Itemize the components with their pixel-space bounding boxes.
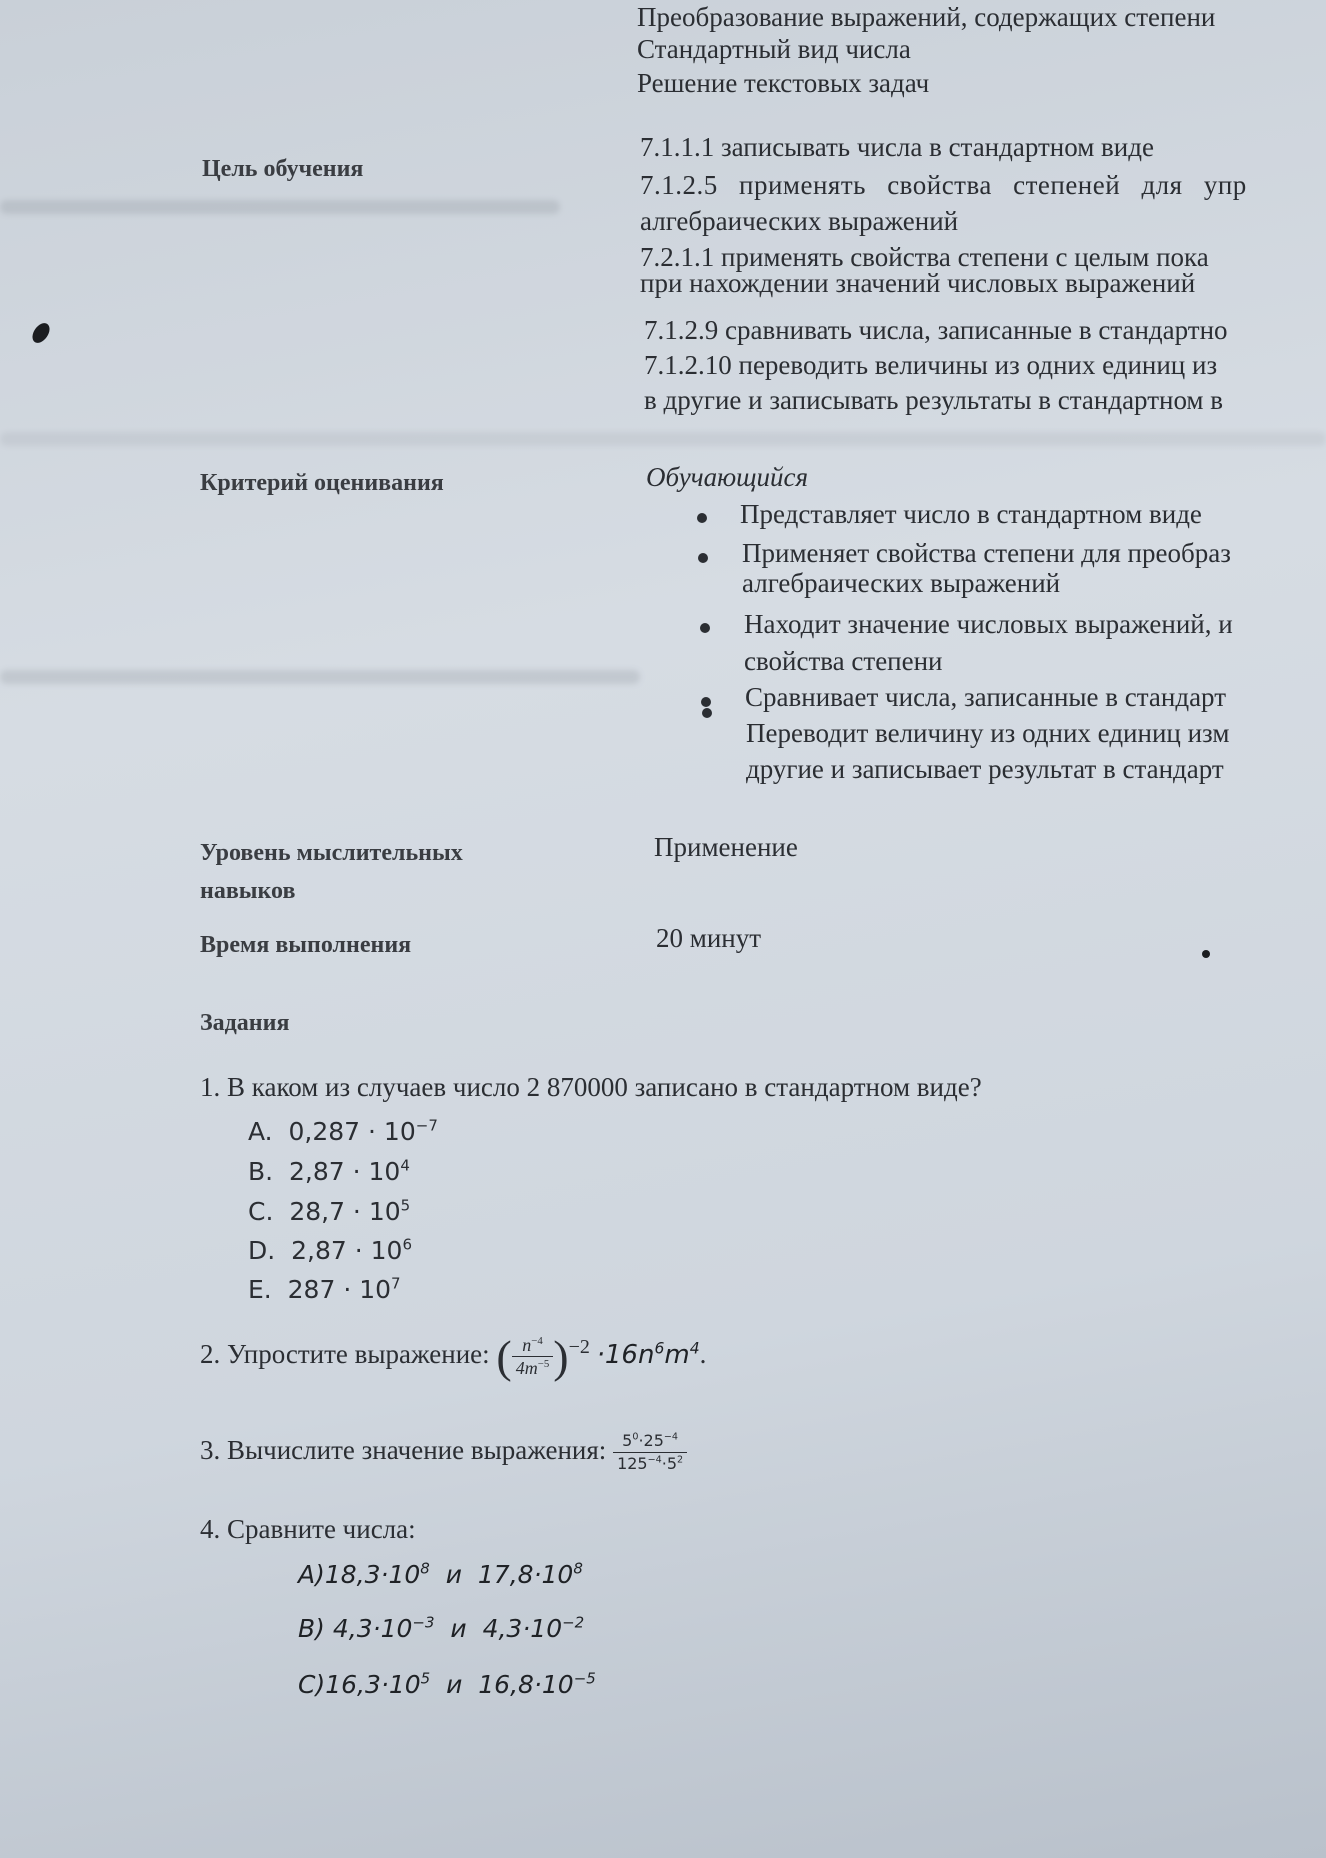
task3-fraction: [613, 1430, 687, 1475]
task3: [200, 1420, 687, 1480]
assessment-intro: Обучающийся: [646, 462, 809, 492]
option-letter: E.: [248, 1275, 272, 1304]
header-line-2: Стандартный вид числа: [637, 34, 911, 64]
factor-exponent: 6: [654, 1339, 665, 1358]
option-exponent: 7: [391, 1274, 401, 1293]
task2-suffix: .: [699, 1339, 707, 1369]
fraction-denominator: 4m: [515, 1358, 538, 1379]
option-value: 0,287 · 10: [288, 1117, 416, 1146]
numerator-exponent: 0: [632, 1431, 639, 1443]
goal-line-8: в другие и записывать результаты в стандартном в: [644, 385, 1224, 415]
assessment-label: Критерий оценивания: [200, 470, 444, 496]
option-exponent: 4: [400, 1156, 410, 1175]
fraction-numerator-part: ·25: [638, 1431, 664, 1451]
task2: [200, 1324, 706, 1387]
header-line-3: Решение текстовых задач: [637, 68, 930, 98]
compare-left: 4,3·10: [332, 1614, 413, 1643]
ink-spot: [29, 320, 53, 346]
criterion-3-cont: свойства степени: [744, 646, 943, 676]
duration-value: 20 минут: [656, 923, 762, 953]
open-paren: (: [496, 1330, 512, 1382]
paper-smudge: [0, 432, 1326, 446]
task2-prefix: 2. Упростите выражение:: [200, 1339, 490, 1369]
goal-line-1: 7.1.1.1 записывать числа в стандартном виде: [640, 132, 1154, 162]
thinking-level-label-cont: навыков: [200, 878, 296, 904]
criterion-2-cont: алгебраических выражений: [742, 568, 1061, 598]
goal-line-3: алгебраических выражений: [640, 206, 959, 236]
header-line-1: Преобразование выражений, содержащих степени: [637, 2, 1216, 32]
compare-right-exponent: 8: [573, 1559, 583, 1578]
criterion-5-cont: другие и записывает результат в стандарт: [746, 754, 1224, 784]
denominator-exponent: 2: [677, 1454, 684, 1466]
option-value: 28,7 · 10: [289, 1197, 401, 1226]
option-exponent: 6: [402, 1235, 412, 1254]
criterion-5: Переводит величину из одних единиц изм: [746, 718, 1230, 748]
compare-right: 17,8·10: [477, 1560, 574, 1589]
denominator-exponent: −5: [537, 1358, 550, 1371]
paper-smudge: [0, 200, 560, 214]
option-letter: A.: [248, 1117, 273, 1146]
conjunction: и: [450, 1614, 467, 1643]
conjunction: и: [446, 1670, 463, 1699]
factor-exponent: 4: [689, 1339, 700, 1358]
task4-row-a: [298, 1558, 583, 1592]
bullet-icon: [698, 553, 708, 563]
row-letter: A): [298, 1560, 325, 1589]
option-value: 287 · 10: [287, 1275, 392, 1304]
task1-option-d: [248, 1234, 412, 1268]
option-letter: C.: [248, 1197, 274, 1226]
bullet-icon: [700, 623, 710, 633]
criterion-2: Применяет свойства степени для преобраз: [742, 538, 1231, 568]
task1-option-e: [248, 1273, 401, 1307]
compare-right-exponent: −2: [562, 1613, 585, 1632]
goal-line-5: при нахождении значений числовых выражений: [640, 268, 1196, 298]
tasks-heading: Задания: [200, 1010, 290, 1036]
outer-exponent: −2: [568, 1336, 590, 1358]
compare-left: 18,3·10: [324, 1560, 421, 1589]
option-exponent: −7: [415, 1116, 438, 1135]
thinking-level-label: Уровень мыслительных: [200, 840, 463, 866]
paper-smudge: [0, 670, 640, 684]
task2-factor: [597, 1340, 700, 1370]
row-letter: B): [298, 1614, 325, 1643]
option-exponent: 5: [400, 1196, 411, 1215]
criterion-1: Представляет число в стандартном виде: [740, 499, 1202, 529]
compare-right: 4,3·10: [482, 1614, 563, 1643]
fraction-denominator: 125: [617, 1454, 648, 1474]
task4-prefix: 4. Сравните числа:: [200, 1514, 416, 1544]
thinking-level-value: Применение: [654, 832, 798, 862]
denominator-exponent: −4: [647, 1454, 662, 1466]
option-letter: B.: [248, 1157, 274, 1186]
task3-prefix: 3. Вычислите значение выражения:: [200, 1435, 607, 1465]
compare-right-exponent: −5: [573, 1669, 596, 1688]
fraction-numerator: 5: [622, 1431, 633, 1451]
duration-label: Время выполнения: [200, 932, 412, 958]
factor-variable: m: [664, 1340, 690, 1370]
task1-option-b: [248, 1155, 410, 1189]
row-letter: C): [298, 1670, 326, 1699]
goal-line-2: 7.1.2.5 применять свойства степеней для упр: [640, 170, 1247, 200]
goal-line-7: 7.1.2.10 переводить величины из одних единиц из: [644, 350, 1218, 380]
compare-left-exponent: −3: [412, 1613, 435, 1632]
compare-left-exponent: 8: [420, 1559, 430, 1578]
fraction-numerator: n: [522, 1335, 532, 1356]
criterion-4: Сравнивает числа, записанные в стандарт: [745, 682, 1226, 712]
numerator-exponent: −4: [663, 1431, 679, 1443]
bullet-icon: [697, 513, 707, 523]
task1-option-c: [248, 1195, 410, 1229]
compare-left-exponent: 5: [420, 1669, 431, 1688]
goal-line-4: 7.2.1.1 применять свойства степени с целым пока: [640, 242, 1209, 272]
compare-left: 16,3·10: [325, 1670, 421, 1699]
option-value: 2,87 · 10: [291, 1236, 403, 1265]
goal-line-6: 7.1.2.9 сравнивать числа, записанные в стандартно: [644, 315, 1228, 345]
factor-base: ·16n: [596, 1340, 655, 1370]
bullet-icon-5: [702, 708, 712, 718]
close-paren: ): [553, 1330, 569, 1382]
option-value: 2,87 · 10: [289, 1157, 401, 1186]
task1-option-a: [248, 1115, 438, 1149]
bullet-icon: [701, 697, 711, 707]
task4-row-b: [298, 1612, 584, 1646]
task4-row-c: [298, 1668, 596, 1702]
task2-fraction: [512, 1334, 554, 1379]
option-letter: D.: [248, 1236, 276, 1265]
fraction-denominator-part: ·5: [661, 1454, 678, 1474]
ink-spot: [1202, 950, 1210, 958]
compare-right: 16,8·10: [478, 1670, 574, 1699]
conjunction: и: [445, 1560, 462, 1589]
task1-question: 1. В каком из случаев число 2 870000 записано в стандартном виде?: [200, 1072, 982, 1102]
numerator-exponent: −4: [531, 1335, 543, 1348]
learning-goal-label: Цель обучения: [202, 156, 364, 182]
criterion-3: Находит значение числовых выражений, и: [744, 609, 1233, 639]
